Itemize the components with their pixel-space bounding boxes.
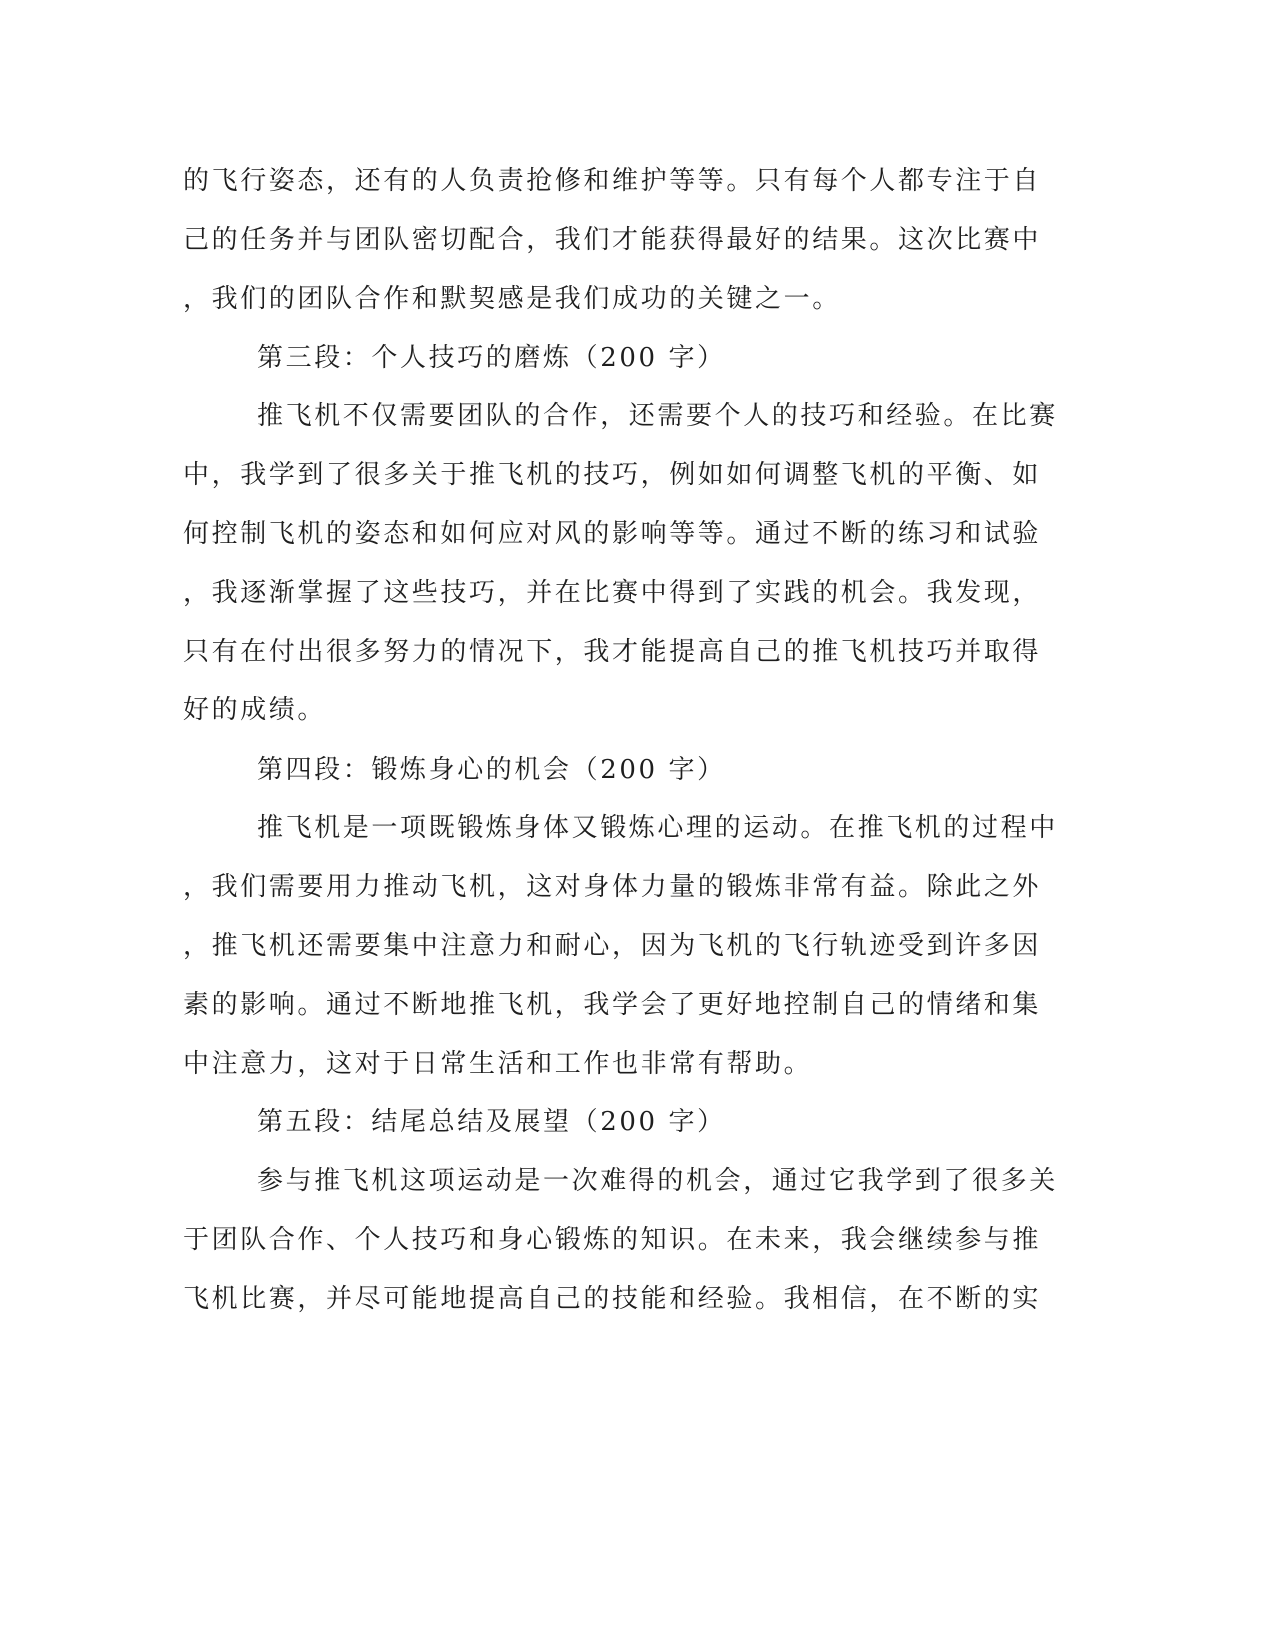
section-heading: 第五段：结尾总结及展望（200 字） (257, 1107, 726, 1137)
text-line: 中注意力，这对于日常生活和工作也非常有帮助。 (183, 1049, 813, 1079)
section-heading: 第四段：锻炼身心的机会（200 字） (257, 755, 726, 785)
text-line: 素的影响。通过不断地推飞机，我学会了更好地控制自己的情绪和集 (183, 990, 1042, 1020)
text-line: 何控制飞机的姿态和如何应对风的影响等等。通过不断的练习和试验 (183, 519, 1042, 549)
text-line: 参与推飞机这项运动是一次难得的机会，通过它我学到了很多关 (257, 1166, 1058, 1196)
text-line: 好的成绩。 (183, 695, 327, 725)
text-line: ，我们需要用力推动飞机，这对身体力量的锻炼非常有益。除此之外 (183, 872, 1042, 902)
text-line: 只有在付出很多努力的情况下，我才能提高自己的推飞机技巧并取得 (183, 637, 1042, 667)
text-line: 推飞机不仅需要团队的合作，还需要个人的技巧和经验。在比赛 (257, 401, 1058, 431)
text-line: ，推飞机还需要集中注意力和耐心，因为飞机的飞行轨迹受到许多因 (183, 931, 1042, 961)
text-line: 推飞机是一项既锻炼身体又锻炼心理的运动。在推飞机的过程中 (257, 813, 1058, 843)
section-heading: 第三段：个人技巧的磨炼（200 字） (257, 343, 726, 373)
text-line: ，我们的团队合作和默契感是我们成功的关键之一。 (183, 284, 841, 314)
text-line: 己的任务并与团队密切配合，我们才能获得最好的结果。这次比赛中 (183, 225, 1042, 255)
text-line: 于团队合作、个人技巧和身心锻炼的知识。在未来，我会继续参与推 (183, 1225, 1042, 1255)
text-line: 中，我学到了很多关于推飞机的技巧，例如如何调整飞机的平衡、如 (183, 460, 1042, 490)
text-line: 的飞行姿态，还有的人负责抢修和维护等等。只有每个人都专注于自 (183, 166, 1042, 196)
text-line: 飞机比赛，并尽可能地提高自己的技能和经验。我相信，在不断的实 (183, 1284, 1042, 1314)
text-line: ，我逐渐掌握了这些技巧，并在比赛中得到了实践的机会。我发现， (183, 578, 1042, 608)
